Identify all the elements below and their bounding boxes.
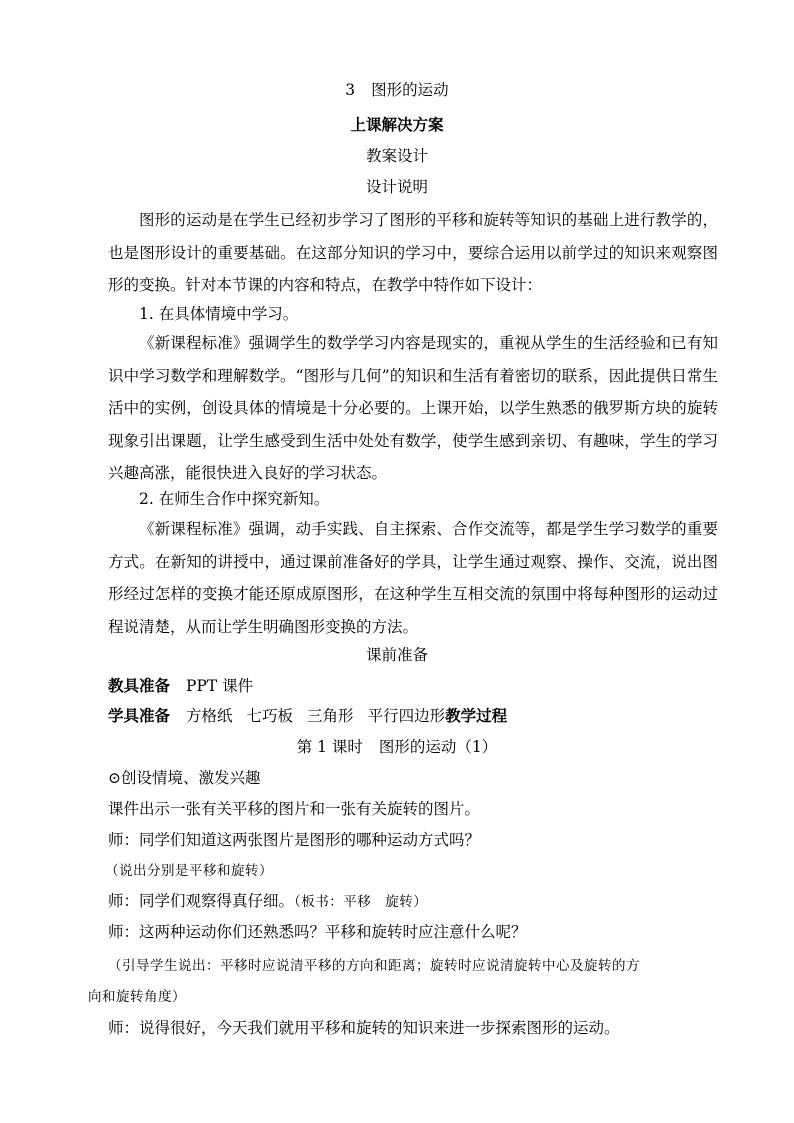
chapter-number: 3: [345, 81, 356, 99]
student-tools-line: [108, 706, 507, 726]
lesson-line-3-note: （板书：平移 旋转）: [294, 894, 428, 910]
lesson-note-2a: （引导学生说出：平移时应说清平移的方向和距离；旋转时应说清旋转中心及旋转的方: [108, 958, 640, 974]
lesson-line-3-text: 师：同学们观察得真仔细。: [108, 892, 295, 910]
lesson-title-part2: 图形的运动（1）: [378, 738, 498, 756]
student-tool-item: 七巧板: [246, 707, 294, 725]
student-tool-item: 方格纸: [186, 707, 233, 725]
subsection-title: 教案设计: [365, 147, 428, 165]
point1-body-paragraph: 《新课程标准》强调学生的数学学习内容是现实的，重视从学生的生活经验和已有知识中学习数学和理解数学。“图形与几何”的知识和生活有着密切的联系，因此提供日常生活中的实例，创设具体的情境是十分必要的。上课开始，以学生熟悉的俄罗斯方块的旋转现象引出课题，让学生感受到生活中处处有数学，使学生感到亲切、有趣味，学生的学习兴趣高涨，能很快进入良好的学习状态。: [108, 334, 718, 482]
teacher-tools-label: 教具准备: [108, 676, 171, 695]
point2-title: 2. 在师生合作中探究新知。: [139, 490, 330, 508]
process-heading: 教学过程: [445, 706, 508, 725]
lesson-title: [0, 737, 794, 757]
lesson-line-2: 师：同学们知道这两张图片是图形的哪种运动方式吗？: [108, 831, 481, 849]
lesson-title-part1: 第 1 课时: [296, 738, 363, 756]
lesson-line-1: 课件出示一张有关平移的图片和一张有关旋转的图片。: [108, 800, 481, 818]
design-intro-paragraph: 图形的运动是在学生已经初步学习了图形的平移和旋转等知识的基础上进行教学的，也是图形设计的重要基础。在这部分知识的学习中，要综合运用以前学过的知识来观察图形的变换。针对本节课的内容和特点，在教学中特作如下设计：: [108, 211, 718, 294]
design-heading: 设计说明: [365, 178, 428, 196]
chapter-heading: [0, 80, 794, 100]
student-tool-item: 三角形: [307, 707, 354, 725]
step1-heading: ⊙创设情境、激发兴趣: [108, 769, 261, 787]
chapter-title: 图形的运动: [371, 81, 449, 99]
teacher-tools-items: PPT 课件: [186, 677, 254, 695]
student-tools-label: 学具准备: [108, 706, 171, 725]
lesson-line-4: 师：这两种运动你们还熟悉吗？平移和旋转时应注意什么呢？: [108, 923, 527, 941]
lesson-note-2b: 向和旋转角度）: [88, 989, 186, 1005]
point1-title: 1. 在具体情境中学习。: [139, 305, 299, 323]
lesson-line-3: [108, 891, 427, 912]
teacher-tools-line: [108, 676, 253, 696]
lesson-line-5: 师：说得很好，今天我们就用平移和旋转的知识来进一步探索图形的运动。: [108, 1019, 620, 1037]
section-title: 上课解决方案: [350, 115, 444, 134]
prep-heading: 课前准备: [365, 646, 428, 664]
lesson-note-1: （说出分别是平移和旋转）: [105, 863, 273, 879]
student-tool-item: 平行四边形: [367, 707, 446, 725]
point2-body-paragraph: 《新课程标准》强调，动手实践、自主探索、合作交流等，都是学生学习数学的重要方式。在新知的讲授中，通过课前准备好的学具，让学生通过观察、操作、交流，说出图形经过怎样的变换才能还原成原图形，在这种学生互相交流的氛围中将每种图形的运动过程说清楚，从而让学生明确图形变换的方法。: [108, 520, 718, 636]
